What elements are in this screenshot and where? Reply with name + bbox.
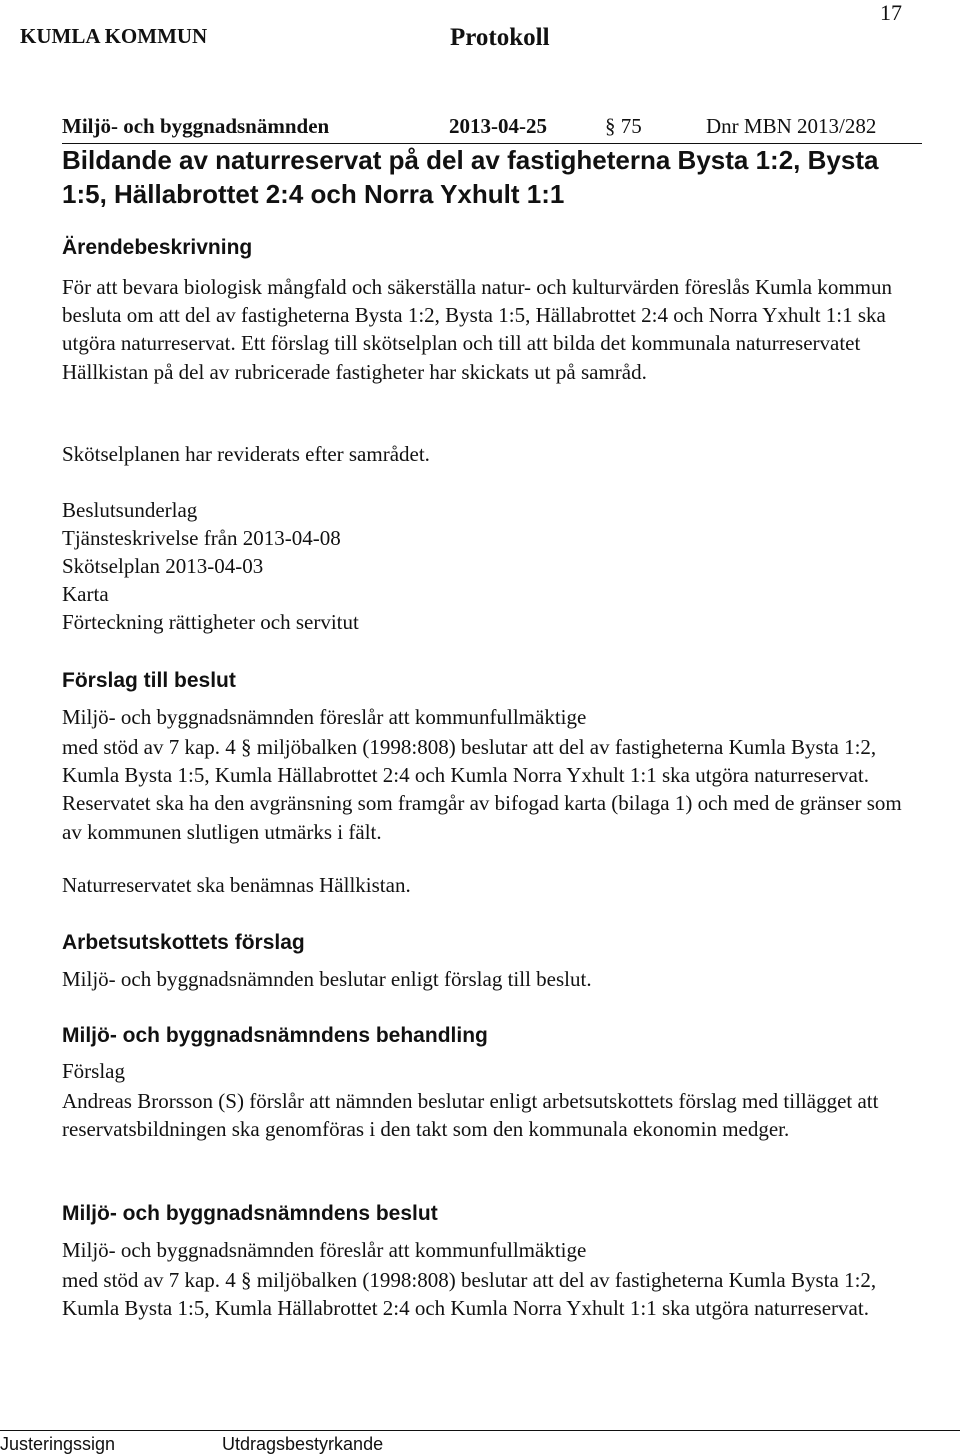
forslag-till-beslut-text: med stöd av 7 kap. 4 § miljöbalken (1998:808) beslutar att del av fastigheterna Kumla Bysta 1:2, Kumla Bysta 1:5, Kumla Hällabrottet 2:4 och Kumla Norra Yxhult 1:1 ska utgöra naturreservat. Reservatet ska ha den avgränsning som framgår av bifogad karta (bilaga 1) och med de gränser som av kommunen slutligen utmärks i fält.: [62, 735, 902, 844]
beslutsunderlag-item: Skötselplan 2013-04-03: [62, 554, 264, 578]
heading-forslag-till-beslut: Förslag till beslut: [62, 669, 236, 692]
meeting-date: 2013-04-25: [449, 114, 547, 138]
forslag-till-beslut-text-2: Naturreservatet ska benämnas Hällkistan.: [62, 873, 411, 897]
paragraph-number: § 75: [605, 114, 642, 138]
beslutsunderlag-item: Karta: [62, 582, 109, 606]
heading-behandling: Miljö- och byggnadsnämndens behandling: [62, 1024, 488, 1047]
beslut-line1: Miljö- och byggnadsnämnden föreslår att kommunfullmäktige: [62, 1238, 587, 1262]
page-number: 17: [880, 0, 902, 25]
arendebeskrivning-text: För att bevara biologisk mångfald och säkerställa natur- och kulturvärden föreslås Kumla kommun besluta om att del av fastigheterna Bysta 1:2, Bysta 1:5, Hällabrottet 2:4 och Norra Yxhult 1:1 ska utgöra naturreservat. Ett förslag till skötselplan och till att bilda det kommunala naturreservatet Hällkistan på del av rubricerade fastigheter har skickats ut på samråd.: [62, 275, 893, 384]
heading-beslut: Miljö- och byggnadsnämndens beslut: [62, 1202, 438, 1225]
committee-name: Miljö- och byggnadsnämnden: [62, 114, 330, 138]
footer-divider: [0, 1430, 960, 1431]
behandling-text: Andreas Brorsson (S) förslår att nämnden beslutar enligt arbetsutskottets förslag med tillägget att reservatsbildningen ska genomföras i den takt som den kommunala ekonomin medger.: [62, 1089, 879, 1142]
behandling-subheading: Förslag: [62, 1059, 125, 1083]
document-type: Protokoll: [450, 24, 550, 51]
diary-number: Dnr MBN 2013/282: [706, 114, 877, 138]
municipality-name: KUMLA KOMMUN: [20, 24, 208, 48]
heading-arendebeskrivning: Ärendebeskrivning: [62, 236, 253, 259]
heading-arbetsutskottets-forslag: Arbetsutskottets förslag: [62, 931, 305, 954]
heading-beslutsunderlag: Beslutsunderlag: [62, 498, 198, 522]
footer-utdragsbestyrkande: Utdragsbestyrkande: [222, 1434, 384, 1454]
arendebeskrivning-text-2: Skötselplanen har reviderats efter samrådet.: [62, 442, 430, 466]
forslag-till-beslut-line1: Miljö- och byggnadsnämnden föreslår att kommunfullmäktige: [62, 705, 587, 729]
beslutsunderlag-item: Förteckning rättigheter och servitut: [62, 610, 359, 634]
footer-justeringssign: Justeringssign: [0, 1434, 116, 1454]
beslutsunderlag-item: Tjänsteskrivelse från 2013-04-08: [62, 526, 341, 550]
arbetsutskottets-forslag-text: Miljö- och byggnadsnämnden beslutar enligt förslag till beslut.: [62, 967, 592, 991]
case-title: Bildande av naturreservat på del av fastigheterna Bysta 1:2, Bysta 1:5, Hällabrottet 2:4 och Norra Yxhult 1:1: [62, 145, 879, 209]
beslut-text: med stöd av 7 kap. 4 § miljöbalken (1998:808) beslutar att del av fastigheterna Kumla Bysta 1:2, Kumla Bysta 1:5, Kumla Hällabrottet 2:4 och Kumla Norra Yxhult 1:1 ska utgöra naturreservat.: [62, 1268, 877, 1321]
